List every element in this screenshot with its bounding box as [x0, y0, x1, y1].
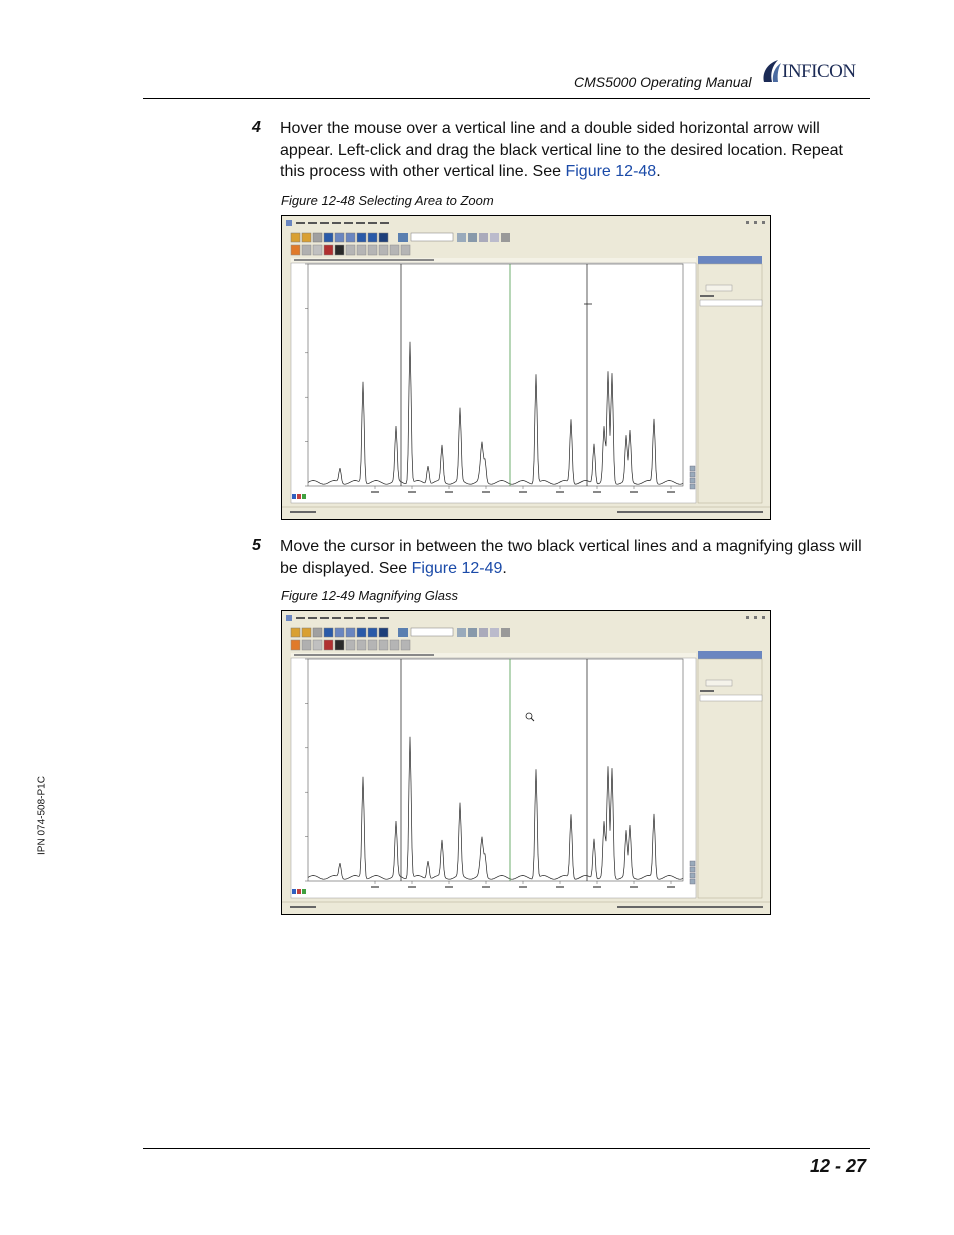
step-text [280, 118, 872, 183]
manual-title: CMS5000 Operating Manual [574, 74, 752, 90]
step-text [280, 536, 872, 579]
figure-caption: Figure 12-48 Selecting Area to Zoom [281, 193, 494, 208]
inficon-logo [760, 58, 872, 84]
footer-rule [143, 1148, 870, 1149]
step-text-body: Move the cursor in between the two black vertical lines and a magnifying glass will be displayed. See [280, 538, 862, 577]
screenshot-magnifying-glass [281, 610, 771, 915]
step-number: 4 [252, 119, 261, 136]
step-text-body: Hover the mouse over a vertical line and a double sided horizontal arrow will appear. Left-click and drag the black vertical line to the desired location. Repeat this process with other vertical line. See [280, 120, 843, 180]
header-rule [143, 98, 870, 99]
figure-link[interactable]: Figure 12-49 [411, 559, 503, 577]
page-number: 12 - 27 [809, 1156, 866, 1176]
app-window-graphic [282, 611, 770, 914]
logo-wordmark: INFICON [782, 61, 856, 82]
figure-link[interactable]: Figure 12-48 [565, 163, 657, 180]
screenshot-selecting-area [281, 215, 771, 520]
step-number: 5 [252, 537, 261, 554]
logo-mark-icon [760, 58, 782, 84]
step-text-end: . [502, 559, 507, 577]
app-window-graphic [282, 216, 770, 519]
figure-caption: Figure 12-49 Magnifying Glass [281, 588, 459, 603]
document-code: IPN 074-508-P1C [36, 776, 48, 855]
step-text-end: . [656, 163, 661, 180]
